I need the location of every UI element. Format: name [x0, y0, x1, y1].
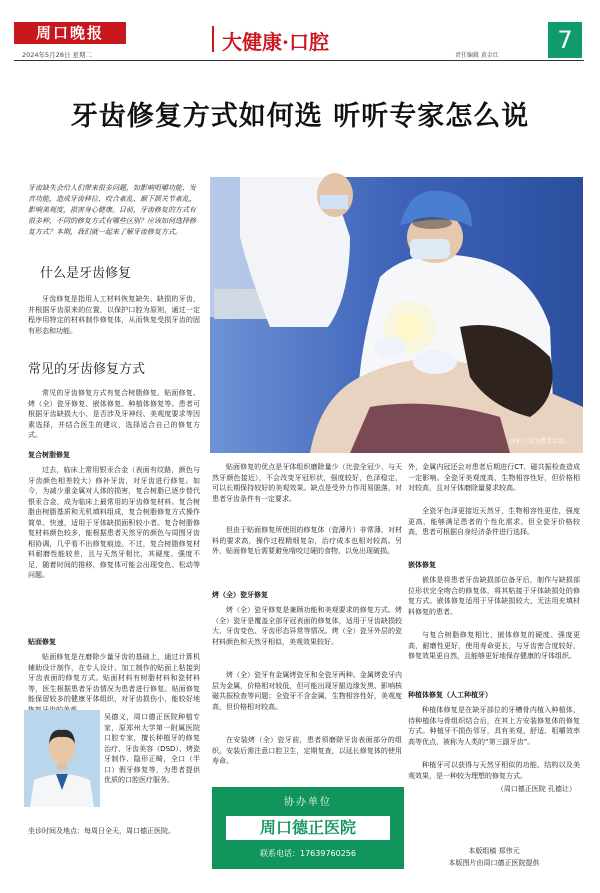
section-divider	[212, 26, 214, 52]
cosponsor-ad	[212, 787, 404, 869]
body-porcelain-types: 烤（全）瓷牙有金属烤瓷牙和全瓷牙两种。金属烤瓷牙内层为金属，价格相对较低，但可能出现牙龈边缘发黑、影响核磁共振检查等问题；全瓷牙不含金属，生物相容性好，美观度高，但价格相对较高。	[212, 671, 402, 711]
footer-photo-credit: 本版图片由周口德正医院提供	[448, 859, 540, 867]
body-inlay: 嵌体是将患者牙齿缺损部位备牙后，制作与缺损部位形状完全吻合的修复体，将其粘接于牙体缺损处的修复方式。嵌体修复适用于牙体缺损较大、无法用充填材料修复的患者。	[408, 576, 580, 616]
subheading-implant: 种植体修复（人工种植牙）	[408, 691, 492, 699]
body-composite-resin: 过去，临床上常用银汞合金（表面有纹路，颜色与牙齿颜色相差较大）修补牙齿，对牙齿进行修复。如今，为减少重金属对人体的损害，复合树脂已逐步替代银汞合金，成为临床上最常用的牙齿修复材料。复合树脂由树脂基质和无机填料组成，复合树脂修复方式操作简单、快速，适用于牙体缺损面积较小者。复合树脂修复材料颜色较多，能根据患者天然牙的颜色与周围牙齿相协调，几乎看不出修复痕迹。不过，复合树脂修复材料耐磨性能较差，且与天然牙相比，其硬度、强度不足，随着时间的推移，修复体可能会出现变色、松动等问题。	[28, 466, 200, 579]
doctor-avatar-icon	[24, 710, 100, 807]
section-title-common-methods: 常见的牙齿修复方式	[28, 362, 146, 377]
section-title-what-is: 什么是牙齿修复	[40, 266, 132, 281]
cosponsor-label: 协办单位	[284, 797, 332, 808]
body-crown-continued: 外，金属内冠还会对患者后期进行CT、磁共振检查造成一定影响。全瓷牙美观度高，生物相容性好，但价格相对较高，且对牙体磨除量要求较高。	[408, 463, 580, 492]
body-implant: 种植体修复是在缺牙部位的牙槽骨内植入种植体，待种植体与骨组织结合后，在其上方安装修复体的修复方式。种植牙不损伤邻牙，具有美观、舒适、咀嚼效率高等优点，被称为人类的“第三副牙齿”。	[408, 706, 580, 746]
article-source: （周口德正医院 孔德让）	[496, 785, 576, 793]
page-editor: 责任编辑 黄金红	[455, 52, 499, 59]
section-name: 大健康·口腔	[222, 30, 329, 54]
subheading-composite-resin: 复合树脂修复	[28, 451, 70, 459]
body-inlay-advantages: 与复合树脂修复相比，嵌体修复的硬度、强度更高，耐磨性更好，使用寿命更长，与牙齿密合度较好，修复效果更自然，且能够更好地保存健康的牙体组织。	[408, 631, 580, 660]
dentist-scene-image	[210, 177, 583, 453]
section-intro-common-methods: 常见的牙齿修复方式有复合树脂修复、贴面修复、烤（全）瓷牙修复、嵌体修复、种植体修复等。患者可根据牙齿缺损大小、是否涉及牙神经、美观度要求等因素选择，并结合医生的建议，选择适合自己的修复方式。	[28, 389, 200, 439]
body-veneer-advantages: 贴面修复的优点是牙体组织磨除量少（比瓷全冠少、与天然牙颜色接近），不会改变牙冠形状，强度较好，色泽稳定，可以长期保持较好的美观效果。缺点是受外力作用易脱落，对患者牙齿条件有一定要求。	[212, 463, 402, 503]
body-veneer: 贴面修复是在磨除少量牙齿的基础上，通过计算机辅助设计制作，在专人设计、加工制作的贴面上粘接到牙齿表面的修复方式。贴面材料有树脂材料和瓷材料等，医生根据患者牙齿情况为患者进行修复。贴面修复能保留较多的健康牙体组织，对牙齿损伤小，能较好地	[28, 653, 200, 703]
subheading-porcelain-crown: 烤（全）瓷牙修复	[212, 591, 268, 599]
body-all-ceramic: 全瓷牙色泽更接近天然牙，生物相容性更佳，强度更高，能够满足患者的个性化需求。但全瓷牙价格较高，患者可根据自身经济条件进行选择。	[408, 507, 580, 536]
dental-treatment-photo	[210, 177, 583, 453]
cosponsor-hospital: 周口德正医院	[226, 816, 390, 840]
cosponsor-phone: 联系电话：17639760256	[260, 849, 356, 858]
header-rule	[14, 60, 584, 61]
expert-portrait	[24, 710, 100, 807]
page-number: 7	[548, 22, 582, 58]
footer-organizer: 本版组稿 郑伟元	[468, 847, 520, 855]
body-porcelain-crown: 烤（全）瓷牙修复是兼顾功能和美观要求的修复方式。烤（全）瓷牙是覆盖全部牙冠表面的修复体，适用于牙齿缺损较大、牙齿变色、牙齿形态异常等情况。烤（全）瓷牙外层的瓷材料颜色和天然牙相似，美观效果较好。	[212, 606, 402, 646]
section-body-what-is: 牙齿修复是指用人工材料恢复缺失、缺损的牙齿，并根据牙齿原来的位置，以保护口腔为原则，通过一定程序用特定的材料制作修复体，从而恢复受损牙齿的固有形态和功能。	[28, 295, 200, 335]
body-implant-summary: 种植牙可以获得与天然牙相似的功能、结构以及美观效果，是一种较为理想的修复方式。	[408, 761, 580, 780]
expert-visit-info: 坐诊时间及地点：每周日全天，周口德正医院。	[28, 827, 175, 835]
headline: 牙齿修复方式如何选 听听专家怎么说	[70, 101, 530, 132]
body-veneer-cost: 但由于贴面修复所使用的修复体（瓷薄片）非常薄，对材料的要求高，操作过程精细复杂，治疗成本也相对较高。另外，贴面修复后需要避免啃咬过硬的食物，以免出现破损。	[212, 526, 402, 555]
body-porcelain-care: 在安装烤（全）瓷牙前，患者须磨除牙齿表面部分的组织。安装后需注意口腔卫生，定期复查，以延长修复体的使用寿命。	[212, 736, 402, 765]
expert-bio: 吴德义，周口德正医院种植专家，原郑州大学第一附属医院口腔专家，擅长种植牙的修复治疗、牙齿美容（DSD）、烤瓷牙制作、隐形正畸，全口（半口）假牙修复等，为患者提供优质的口腔医疗服务。	[104, 713, 200, 784]
newspaper-logo: 周口晚报	[14, 22, 126, 44]
lead-paragraph: 牙齿缺失会给人们带来很多问题，如影响咀嚼功能、发音功能，造成牙齿移位、咬合紊乱、颞下颌关节紊乱，影响美观度，损害身心健康。目前，牙齿修复的方式有很多种，不同的修复方式有哪些区别？应该如何选择修复方式？本期，我们就一起来了解牙齿修复方式。	[28, 184, 196, 236]
subheading-veneer: 贴面修复	[28, 638, 56, 646]
issue-date: 2024年5月28日 星期二	[22, 51, 93, 59]
subheading-inlay: 嵌体修复	[408, 561, 436, 569]
photo-caption: 医护人员为患者诊治。	[510, 438, 571, 445]
